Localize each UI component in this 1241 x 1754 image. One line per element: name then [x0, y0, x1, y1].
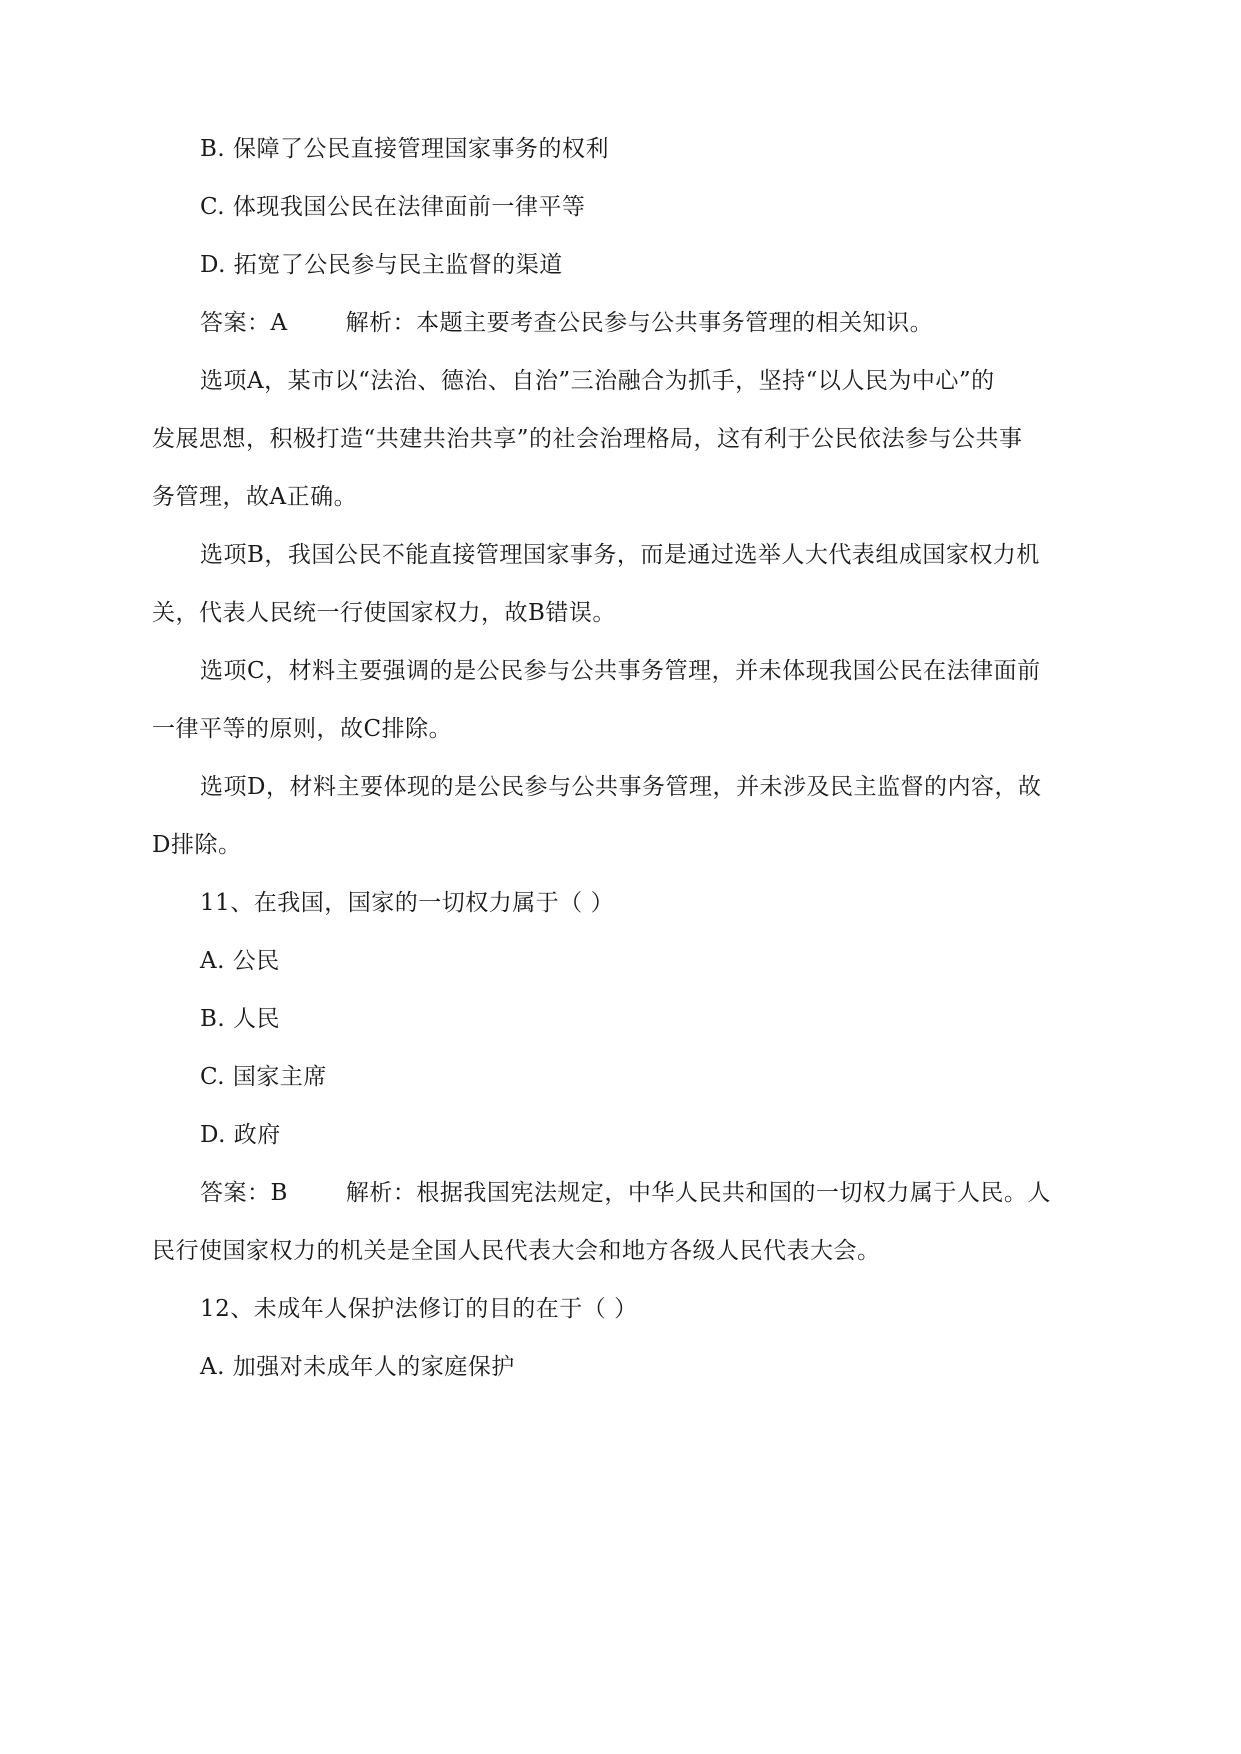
q11-answer: 答案：B — [200, 1180, 288, 1206]
q10-analysis-c-line-2: 一律平等的原则，故C排除。 — [152, 716, 453, 742]
q11-option-b: B. 人民 — [200, 1006, 281, 1032]
q10-option-c: C. 体现我国公民在法律面前一律平等 — [200, 194, 586, 220]
q11-option-c: C. 国家主席 — [200, 1064, 327, 1090]
q10-analysis-intro: 解析：本题主要考查公民参与公共事务管理的相关知识。 — [345, 310, 934, 336]
q10-analysis-a-line-2: 发展思想，积极打造“共建共治共享”的社会治理格局，这有利于公民依法参与公共事 — [152, 426, 1023, 452]
q10-answer: 答案：A — [200, 310, 288, 336]
q11-option-a: A. 公民 — [200, 948, 280, 974]
q10-analysis-c-line-1: 选项C，材料主要强调的是公民参与公共事务管理，并未体现我国公民在法律面前 — [200, 658, 1041, 684]
q10-analysis-a-line-3: 务管理，故A正确。 — [152, 484, 358, 510]
q11-analysis-line-2: 民行使国家权力的机关是全国人民代表大会和地方各级人民代表大会。 — [152, 1238, 881, 1264]
q10-analysis-d-line-2: D排除。 — [152, 832, 242, 858]
q10-option-d: D. 拓宽了公民参与民主监督的渠道 — [200, 252, 563, 278]
q10-answer-line — [200, 308, 1140, 338]
q11-answer-line — [200, 1178, 1140, 1208]
q10-analysis-b-line-1: 选项B，我国公民不能直接管理国家事务，而是通过选举人大代表组成国家权力机 — [200, 542, 1040, 568]
q10-analysis-b-line-2: 关，代表人民统一行使国家权力，故B错误。 — [152, 600, 616, 626]
q11-analysis-line-1: 解析：根据我国宪法规定，中华人民共和国的一切权力属于人民。人 — [345, 1180, 1051, 1206]
q11-option-d: D. 政府 — [200, 1122, 281, 1148]
q10-analysis-d-line-1: 选项D，材料主要体现的是公民参与公共事务管理，并未涉及民主监督的内容，故 — [200, 774, 1042, 800]
q12-question: 12、未成年人保护法修订的目的在于（ ） — [200, 1296, 638, 1322]
q11-question: 11、在我国，国家的一切权力属于（ ） — [200, 890, 615, 916]
q10-analysis-a-line-1: 选项A，某市以“法治、德治、自治”三治融合为抓手，坚持“以人民为中心”的 — [200, 368, 995, 394]
q12-option-a: A. 加强对未成年人的家庭保护 — [200, 1354, 515, 1380]
q10-option-b: B. 保障了公民直接管理国家事务的权利 — [200, 136, 610, 162]
